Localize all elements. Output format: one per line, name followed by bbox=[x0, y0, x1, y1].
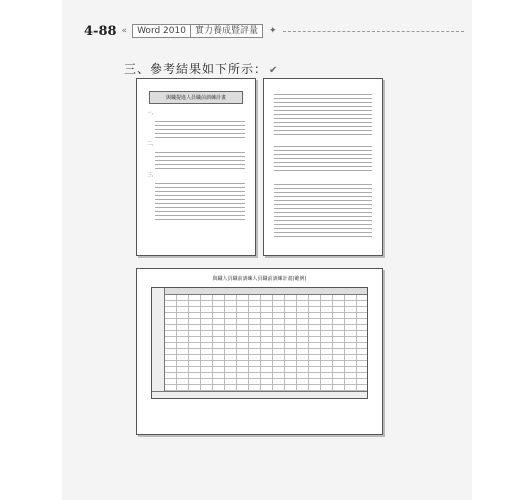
page-header bbox=[84, 22, 464, 40]
form-table-header bbox=[152, 288, 367, 295]
result-page-1 bbox=[136, 78, 256, 256]
result-page-2 bbox=[263, 78, 383, 256]
text-lines bbox=[155, 180, 245, 220]
result-page-1-title: 與職提進人員職前訓練計畫 bbox=[149, 91, 243, 104]
header-separator: « bbox=[121, 26, 128, 36]
check-icon: ✔ bbox=[269, 65, 279, 76]
text-lines bbox=[274, 181, 372, 237]
list-item-1: 一、 bbox=[147, 111, 156, 116]
section-heading bbox=[124, 60, 278, 77]
list-item-3: 三、 bbox=[147, 173, 156, 178]
star-icon: ✦ bbox=[268, 26, 277, 36]
text-lines bbox=[274, 143, 372, 173]
section-heading-text: 三、參考結果如下所示： bbox=[124, 62, 268, 76]
result-page-form bbox=[136, 268, 383, 435]
form-table-first-column bbox=[152, 288, 165, 398]
form-table bbox=[151, 287, 368, 399]
chapter-title: 實力養成暨評量 bbox=[191, 24, 263, 38]
form-table-footer bbox=[152, 391, 367, 398]
form-title: 與職人員職前訓練人員職前訓練計畫(範例) bbox=[212, 276, 307, 282]
text-lines bbox=[155, 118, 245, 138]
book-title: Word 2010 bbox=[132, 24, 191, 38]
text-lines bbox=[155, 149, 245, 169]
page-number: 4-88 bbox=[84, 23, 117, 39]
text-lines bbox=[274, 91, 372, 135]
header-dotted-rule bbox=[283, 31, 464, 32]
list-item-2: 二、 bbox=[147, 142, 156, 147]
